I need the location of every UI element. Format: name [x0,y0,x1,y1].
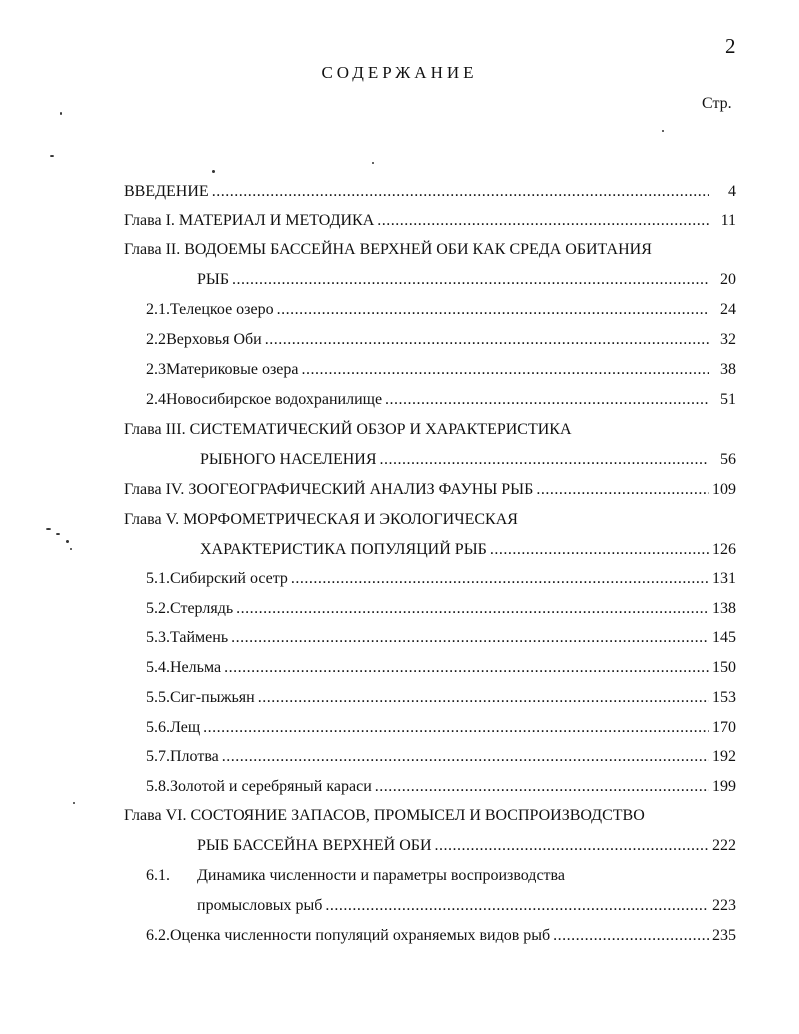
toc-label: Сибирский осетр [170,570,288,587]
toc-label: Оценка численности популяций охраняемых видов рыб [170,927,551,944]
toc-label: Стерлядь [170,600,234,617]
toc-label: Глава I. МАТЕРИАЛ И МЕТОДИКА [124,212,375,229]
toc-number: 5.2. [146,600,170,617]
toc-leader [258,688,709,708]
scan-speck [73,802,75,804]
toc-entry-section-2-3 [146,360,736,380]
toc-page: 38 [720,361,736,378]
toc-page: 235 [712,927,736,944]
toc-number: 5.8. [146,778,170,795]
toc-leader [224,658,709,678]
toc-label: Верховья Оби [166,331,262,348]
toc-number: 5.1. [146,570,170,587]
scan-speck [372,162,374,164]
toc-label: Материковые озера [166,361,299,378]
toc-entry-section-6-2 [146,926,736,946]
toc-leader [265,330,709,350]
toc-entry-intro [124,182,736,202]
toc-page: 24 [720,301,736,318]
toc-label: РЫБНОГО НАСЕЛЕНИЯ [200,451,377,468]
toc-leader [553,926,709,946]
toc-label: РЫБ [197,271,230,288]
toc-leader [490,540,709,560]
toc-leader [435,836,710,856]
toc-entry-section-5-4 [146,658,736,678]
toc-entry-section-5-2 [146,599,736,619]
toc-entry-section-5-6 [146,718,736,738]
toc-page: 199 [712,778,736,795]
toc-entry-chapter-6-line1: Глава VI. СОСТОЯНИЕ ЗАПАСОВ, ПРОМЫСЕЛ И ВОСПРОИЗВОДСТВО [124,807,645,824]
toc-label: Таймень [170,629,229,646]
toc-label: Сиг-пыжьян [170,689,255,706]
toc-entry-section-5-8 [146,777,736,797]
toc-entry-chapter-4 [124,480,736,500]
toc-label: Глава IV. ЗООГЕОГРАФИЧЕСКИЙ АНАЛИЗ ФАУНЫ РЫБ [124,481,534,498]
toc-entry-section-2-1 [146,300,736,320]
toc-label: Телецкое озеро [170,301,274,318]
scan-speck [70,548,72,550]
toc-label: ХАРАКТЕРИСТИКА ПОПУЛЯЦИЙ РЫБ [200,541,487,558]
toc-entry-chapter-3 [200,450,736,470]
toc-leader [377,211,709,231]
toc-page: 56 [720,451,736,468]
toc-entry-chapter-3-line1: Глава III. СИСТЕМАТИЧЕСКИЙ ОБЗОР И ХАРАКТЕРИСТИКА [124,421,572,438]
toc-entry-section-2-2 [146,330,736,350]
scan-speck [662,130,664,132]
toc-leader [277,300,709,320]
toc-page: 4 [728,183,736,200]
toc-leader [301,360,709,380]
scan-speck [50,155,54,157]
toc-entry-section-6-1 [197,896,736,916]
toc-page: 32 [720,331,736,348]
toc-leader [536,480,709,500]
toc-entry-section-5-7 [146,747,736,767]
toc-page: 192 [712,748,736,765]
toc-page: 11 [720,212,736,229]
toc-label: промысловых рыб [197,897,323,914]
toc-entry-chapter-2 [197,270,736,290]
toc-label: ВВЕДЕНИЕ [124,183,209,200]
toc-leader [291,569,709,589]
toc-page: 126 [712,541,736,558]
toc-page: 150 [712,659,736,676]
toc-leader [232,270,709,290]
toc-number: 5.4. [146,659,170,676]
toc-page: 145 [712,629,736,646]
toc-label: РЫБ БАССЕЙНА ВЕРХНЕЙ ОБИ [197,837,432,854]
toc-entry-section-6-1-number: 6.1. [146,867,170,884]
toc-leader [375,777,709,797]
toc-leader [325,896,709,916]
toc-number: 2.1. [146,301,170,318]
toc-number: 2.3 [146,361,166,378]
toc-number: 5.6. [146,719,170,736]
toc-leader [222,747,709,767]
toc-number: 2.4 [146,391,166,408]
toc-page: 20 [720,271,736,288]
scan-speck [60,112,62,115]
toc-label: Плотва [170,748,219,765]
toc-entry-chapter-5 [200,540,736,560]
toc-leader [236,599,709,619]
toc-page: 153 [712,689,736,706]
page-title: СОДЕРЖАНИЕ [321,63,478,82]
toc-number: 5.7. [146,748,170,765]
toc-page: 223 [712,897,736,914]
toc-number: 5.3. [146,629,170,646]
page-number: 2 [725,34,736,58]
scan-speck [212,170,215,173]
scan-speck [46,528,51,530]
toc-entry-chapter-2-line1: Глава II. ВОДОЕМЫ БАССЕЙНА ВЕРХНЕЙ ОБИ КАК СРЕДА ОБИТАНИЯ [124,241,652,258]
toc-entry-chapter-5-line1: Глава V. МОРФОМЕТРИЧЕСКАЯ И ЭКОЛОГИЧЕСКАЯ [124,511,518,528]
toc-entry-section-5-1 [146,569,736,589]
toc-leader [380,450,709,470]
toc-entry-section-2-4 [146,390,736,410]
toc-page: 51 [720,391,736,408]
toc-page: 170 [712,719,736,736]
toc-number: 5.5. [146,689,170,706]
scan-speck [66,540,69,543]
toc-page: 138 [712,600,736,617]
toc-label: Лещ [170,719,201,736]
page-column-header: Стр. [702,95,732,112]
toc-leader [203,718,709,738]
toc-entry-section-5-3 [146,628,736,648]
toc-number: 6.2. [146,927,170,944]
toc-number: 2.2 [146,331,166,348]
toc-leader [385,390,709,410]
toc-entry-section-5-5 [146,688,736,708]
toc-entry-chapter-6 [197,836,736,856]
toc-entry-section-6-1-line1: Динамика численности и параметры воспроизводства [197,867,565,884]
toc-page: 131 [712,570,736,587]
toc-entry-chapter-1 [124,211,736,231]
toc-page: 222 [712,837,736,854]
toc-page: 109 [712,481,736,498]
toc-leader [212,182,709,202]
toc-label: Золотой и серебряный караси [170,778,372,795]
toc-label: Нельма [170,659,222,676]
toc-label: Новосибирское водохранилище [166,391,383,408]
toc-leader [231,628,709,648]
scan-speck [56,533,60,535]
